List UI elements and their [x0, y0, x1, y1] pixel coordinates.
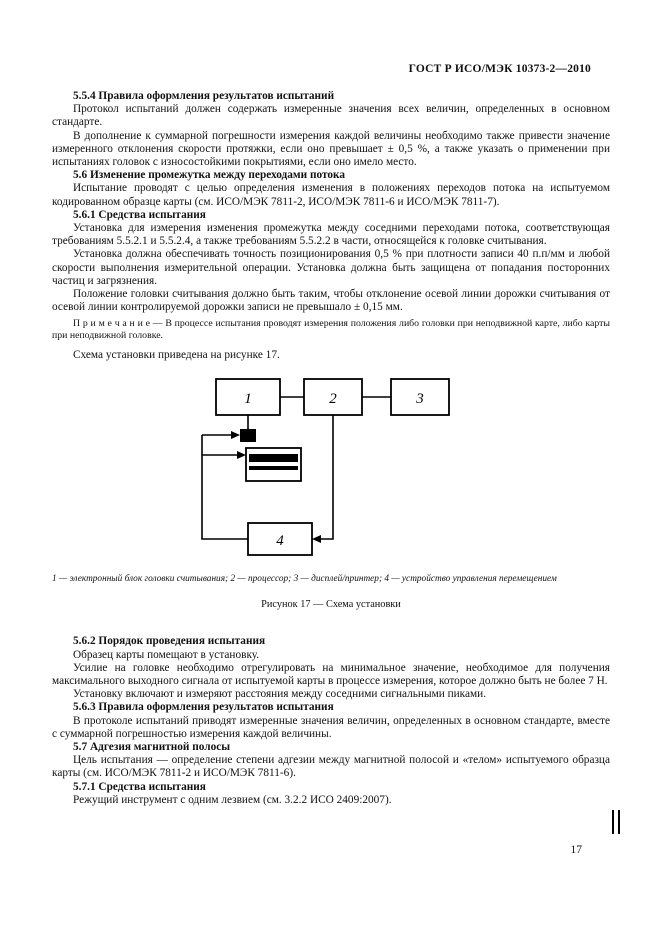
- paragraph: В протоколе испытаний приводят измеренные значения величин, определенных в основном стандарте, вместе с суммарной погрешностью измерения каждой величины.: [52, 714, 610, 740]
- section-heading-5-6-1: 5.6.1 Средства испытания: [73, 208, 206, 221]
- paragraph: Установка для измерения изменения промежутка между соседними переходами потока, соответствующая требованиям 5.5.2.1 и 5.5.2.4, а также требованиям 5.5.2.2 в части, относящейся к головке считывания.: [52, 222, 610, 248]
- document-number: ГОСТ Р ИСО/МЭК 10373-2—2010: [408, 63, 591, 75]
- paragraph: Режущий инструмент с одним лезвием (см. 3.2.2 ИСО 2409:2007).: [73, 793, 392, 806]
- figure-17: [52, 371, 610, 612]
- document-content: [52, 90, 610, 807]
- paragraph: Усилие на головке необходимо отрегулировать на минимальное значение, необходимое для получения максимального выходного сигнала от испытуемой карты в процессе измерения, которое должно быть не более 7 Н.: [52, 661, 610, 687]
- arrowhead-to-card: [237, 451, 246, 459]
- paragraph: Протокол испытаний должен содержать измеренные значения всех величин, определенных в основном стандарте.: [52, 103, 610, 129]
- section-heading-5-6: 5.6 Изменение промежутка между переходами потока: [73, 169, 345, 182]
- section-heading-5-6-3: 5.6.3 Правила оформления результатов испытания: [73, 701, 334, 714]
- read-head: [240, 429, 256, 442]
- figure-caption: Рисунок 17 — Схема установки: [261, 599, 401, 611]
- paragraph: Установка должна обеспечивать точность позиционирования 0,5 % при плотности записи 40 п.п/мм и любой скорости выполнения измерительной операции. Установка должна быть защищена от попадания посторонних частиц и загрязнения.: [52, 248, 610, 287]
- block-label-3: 3: [416, 390, 424, 407]
- arrowhead-to-block4: [312, 535, 321, 543]
- paragraph: Установку включают и измеряют расстояния между соседними сигнальными пиками.: [73, 688, 487, 701]
- spacer: [52, 611, 610, 635]
- paragraph: Схема установки приведена на рисунке 17.: [73, 349, 280, 362]
- page-number: 17: [570, 844, 582, 856]
- change-marker: [612, 810, 620, 834]
- section-heading-5-6-2: 5.6.2 Порядок проведения испытания: [73, 635, 266, 648]
- figure-17-diagram-wrap: [38, 371, 610, 572]
- section-heading-5-5-4: 5.5.4 Правила оформления результатов испытаний: [73, 90, 335, 102]
- paragraph: Положение головки считывания должно быть таким, чтобы отклонение осевой линии дорожки считывания от осевой линии контролируемой дорожки записи не превышало ± 0,15 мм.: [52, 288, 610, 314]
- section-heading-5-7-1: 5.7.1 Средства испытания: [73, 780, 206, 793]
- paragraph: Образец карты помещают в установку.: [73, 648, 260, 661]
- connector-4-left: [202, 435, 248, 539]
- magnetic-stripe: [249, 454, 298, 462]
- note-paragraph: П р и м е ч а н и е — В процессе испытания проводят измерения положения либо головки при неподвижной карте, либо карты при неподвижной головке.: [52, 318, 610, 342]
- paragraph: В дополнение к суммарной погрешности измерения каждой величины необходимо также привести значение измеренного отклонения скорости протяжки, если оно превышает ± 0,5 %, а также указать о применении при испытаниях головок с износостойкими покрытиями, если оно имело место.: [52, 129, 610, 169]
- section-heading-5-7: 5.7 Адгезия магнитной полосы: [73, 740, 231, 753]
- paragraph: Цель испытания — определение степени адгезии между магнитной полосой и «телом» испытуемого образца карты (см. ИСО/МЭК 7811-2 и ИСО/МЭК 7811-6).: [52, 754, 610, 780]
- card-sample: [246, 448, 301, 481]
- figure-17-diagram: [154, 371, 494, 567]
- block-label-4: 4: [276, 532, 284, 549]
- block-label-1: 1: [244, 390, 252, 407]
- connector-2-4: [321, 415, 333, 539]
- figure-legend: 1 — электронный блок головки считывания; 2 — процессор; 3 — дисплей/принтер; 4 — устройство управления перемещением: [52, 573, 557, 584]
- magnetic-stripe-2: [249, 466, 298, 470]
- arrowhead-to-head: [231, 431, 240, 439]
- block-label-2: 2: [329, 390, 337, 407]
- paragraph: Испытание проводят с целью определения изменения в положениях переходов потока на испытуемом кодированном образце карты (см. ИСО/МЭК 7811-2, ИСО/МЭК 7811-6 и ИСО/МЭК 7811-7).: [52, 182, 610, 208]
